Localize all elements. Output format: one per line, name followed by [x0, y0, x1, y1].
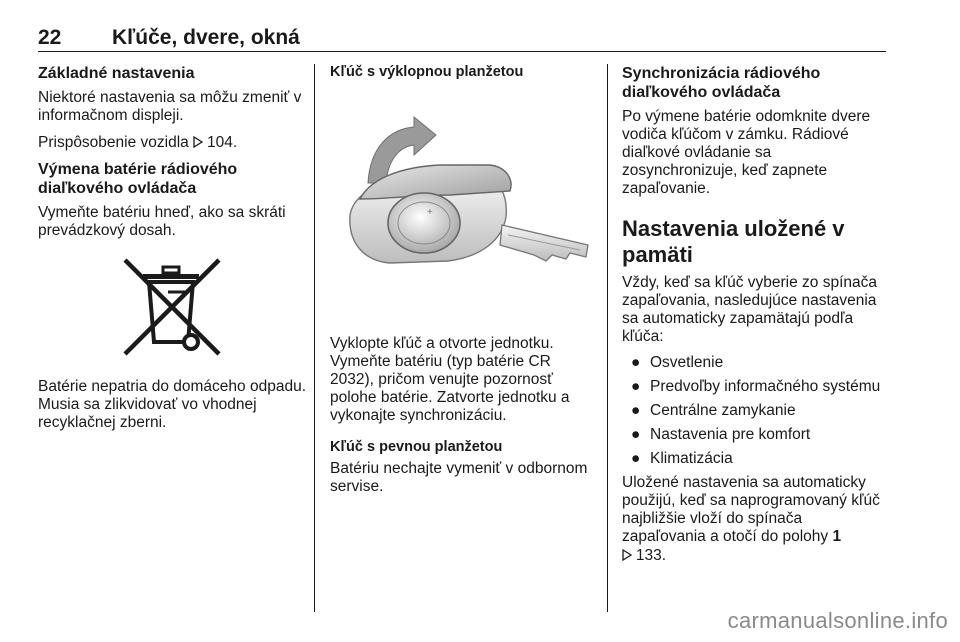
page-reference-arrow-icon[interactable] — [622, 547, 636, 563]
list-item: ● Osvetlenie — [631, 354, 724, 371]
subsection-title-fixed-key: Kľúč s pevnou planžetou — [330, 439, 503, 455]
section-title-synchronization: Synchronizácia rádiového diaľkového ovládača — [622, 65, 821, 101]
list-item: ● Klimatizácia — [631, 450, 733, 467]
list-item: ● Nastavenia pre komfort — [631, 426, 811, 443]
bullet-icon: ● — [631, 354, 641, 371]
watermark: carmanualsonline.info — [727, 608, 948, 633]
column-divider-1 — [314, 64, 315, 612]
list-item: ● Predvoľby informačného systému — [631, 378, 881, 395]
bullet-icon: ● — [631, 378, 641, 395]
chapter-title: Kľúče, dvere, okná — [112, 26, 300, 49]
paragraph-vehicle-customization: Prispôsobenie vozidla 104. — [38, 134, 238, 151]
section-title-memory-settings: Nastavenia uložené v pamäti — [622, 216, 845, 267]
bullet-icon: ● — [631, 450, 641, 467]
paragraph-battery-disposal: Batérie nepatria do domáceho odpadu. Musia sa zlikvidovať vo vhodnej recyklačnej zberni. — [38, 378, 307, 431]
paragraph-settings-change: Niektoré nastavenia sa môžu zmeniť v informačnom displeji. — [38, 89, 302, 124]
svg-text:+: + — [427, 207, 433, 218]
page-reference-link[interactable]: 133. — [635, 547, 667, 564]
column-2 — [330, 64, 594, 504]
bullet-icon: ● — [631, 402, 641, 419]
section-title-basic-settings: Základné nastavenia — [38, 65, 195, 82]
paragraph-fixed-key-instructions: Batériu nechajte vymeniť v odbornom servise. — [330, 460, 588, 495]
subsection-title-folding-key: Kľúč s výklopnou planžetou — [330, 64, 524, 80]
paragraph-replace-battery: Vymeňte batériu hneď, ako sa skráti prevádzkový dosah. — [38, 204, 286, 239]
column-1 — [38, 64, 308, 440]
header-divider — [38, 51, 886, 52]
column-divider-2 — [607, 64, 608, 612]
page-reference-link[interactable]: 104. — [207, 134, 238, 151]
memory-settings-list — [622, 354, 888, 468]
ignition-position: 1 — [832, 528, 842, 545]
list-item: ● Centrálne zamykanie — [631, 402, 796, 419]
paragraph-memory-usage: Uložené nastavenia sa automaticky použijú, keď sa naprogramovaný kľúč najbližšie vloží do spínača zapaľovania a otočí do polohy 1 133. — [622, 474, 880, 564]
paragraph-folding-key-instructions: Vyklopte kľúč a otvorte jednotku. Vymeňte batériu (typ batérie CR 2032), pričom venujte pozornosť polohe batérie. Zatvorte jednotku a vykonajte synchronizáciu. — [330, 335, 570, 424]
paragraph-synchronization: Po výmene batérie odomknite dvere vodiča kľúčom v zámku. Rádiové diaľkové ovládanie sa zosynchronizuje, keď zapnete zapaľovanie. — [622, 108, 871, 197]
paragraph-memory-intro: Vždy, keď sa kľúč vyberie zo spínača zapaľovania, nasledujúce nastavenia sa automaticky zapamätajú podľa kľúča: — [622, 274, 877, 345]
page-reference-arrow-icon[interactable] — [193, 134, 207, 150]
key-battery-replacement-illustration — [330, 95, 594, 313]
section-title-battery-replacement: Výmena batérie rádiového diaľkového ovládača — [38, 161, 238, 197]
crossed-out-wheelie-bin-icon — [38, 254, 308, 364]
column-3 — [622, 64, 888, 573]
bullet-icon: ● — [631, 426, 641, 443]
page-number: 22 — [38, 26, 62, 49]
page-header — [38, 26, 886, 50]
